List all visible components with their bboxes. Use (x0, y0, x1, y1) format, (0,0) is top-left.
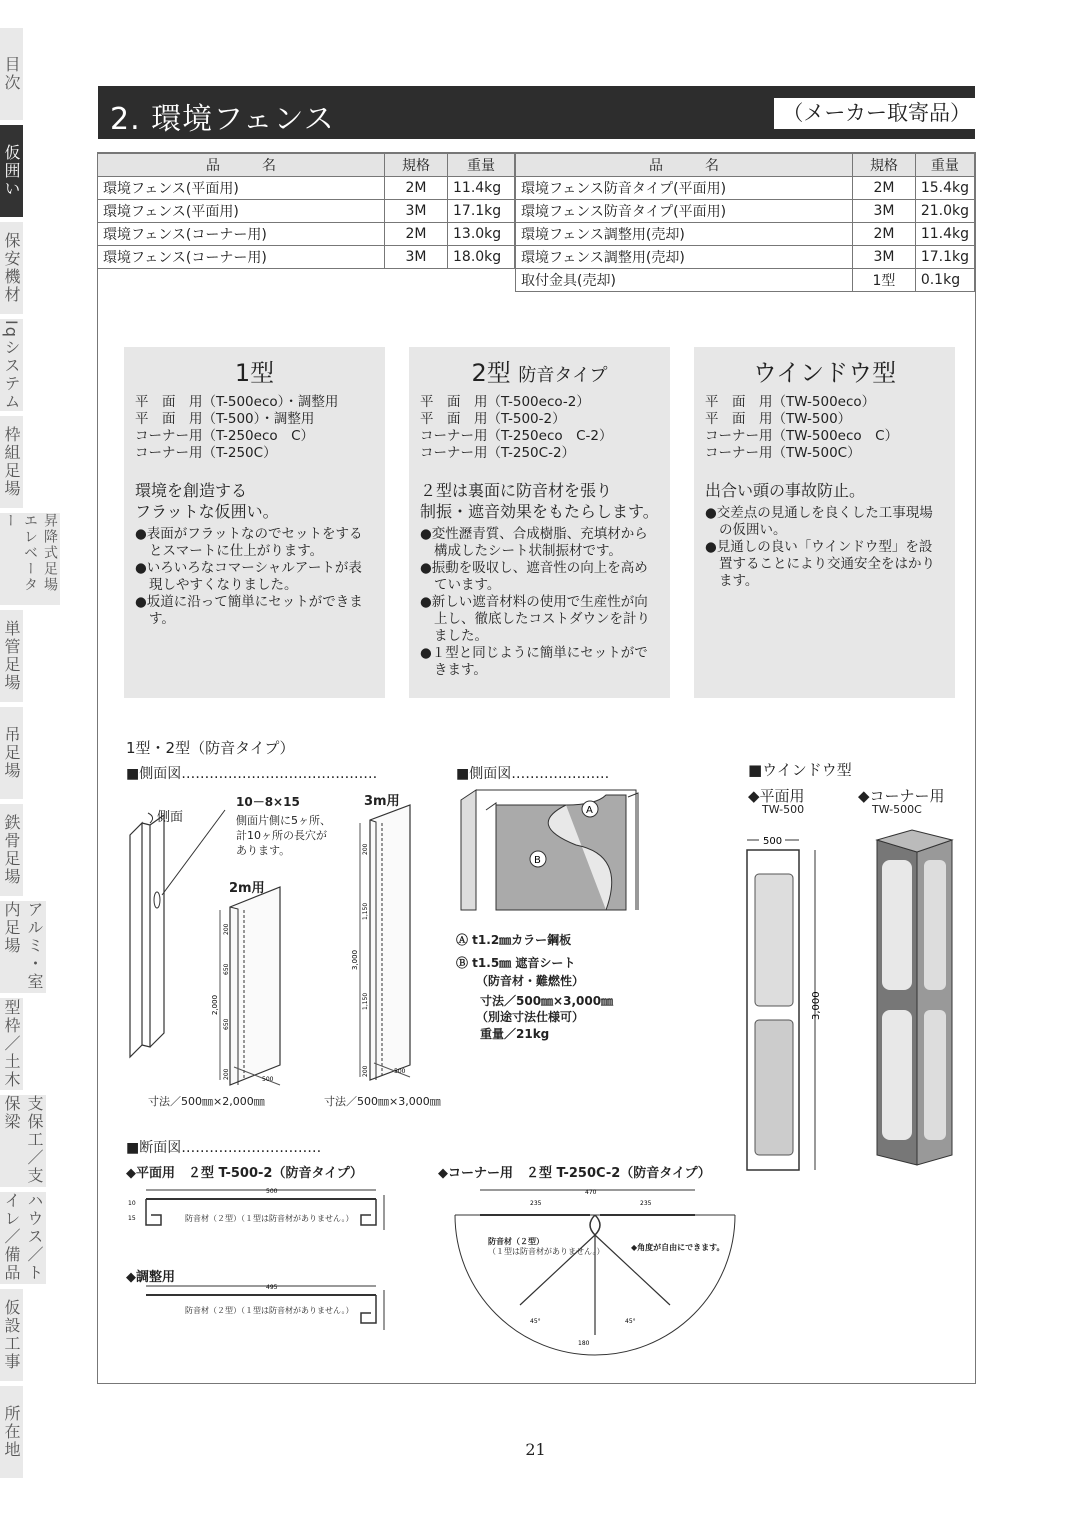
sec-15: 15 (128, 1215, 136, 1222)
width-3m: 500 (394, 1068, 406, 1075)
window-corner-label: ◆コーナー用 (858, 787, 945, 805)
material-b: Ⓑ t1.5㎜ 遮音シート (456, 956, 576, 970)
cell-name: 環境フェンス(コーナー用) (98, 246, 385, 269)
tab-steel-scaffold[interactable]: 鉄骨足場 (0, 804, 23, 896)
tab-kakoi[interactable]: 仮囲い (0, 125, 23, 217)
flat-section-drawing (126, 1185, 406, 1345)
cell-name: 環境フェンス防音タイプ(平面用) (516, 177, 853, 200)
cell-weight: 17.1kg (915, 246, 974, 269)
feature-item: ●見通しの良い「ウインドウ型」を設置することにより交通安全をはかります。 (705, 539, 935, 589)
corner-note-2: （１型は防音材がありません。） (488, 1247, 605, 1256)
side-navigation (0, 28, 56, 1483)
corner-section-drawing (450, 1185, 740, 1350)
panel-weight: 重量／21kg (480, 1027, 550, 1041)
cell-spec: 2M (853, 177, 916, 200)
tab-formwork[interactable]: 型枠／土木 (2, 999, 21, 1089)
dim-2m-d: 200 (223, 1068, 230, 1080)
type-window-box (694, 347, 955, 698)
table-row (516, 177, 975, 200)
corner-angle-note: ◆角度が自由にできます。 (631, 1243, 725, 1252)
tab-aluminum-scaffold[interactable]: アルミ・室内足場 (2, 901, 44, 991)
section-flat-label: ◆平面用 ２型 T-500-2（防音タイプ） (126, 1166, 363, 1181)
sec-180: 180 (578, 1340, 590, 1347)
tab-iq-system[interactable]: Iqシステム (2, 319, 21, 411)
tab-locations[interactable]: 所在地 (0, 1386, 23, 1478)
window-width-label: 500 (763, 836, 783, 847)
table-row (98, 223, 515, 246)
feature-item: ●１型と同じように簡単にセットができます。 (420, 645, 648, 678)
bolt-note-2: 計10ヶ所の長穴が (236, 829, 327, 842)
bolt-size: 10－8×15 (236, 795, 300, 809)
col-weight: 重量 (448, 154, 515, 177)
sec-45a: 45° (530, 1318, 541, 1325)
total-3m: 3,000 (351, 949, 359, 970)
total-2m: 2,000 (211, 994, 219, 1015)
sound-panel-drawing (456, 785, 646, 915)
marker-a-icon: A (586, 805, 593, 816)
panel-dimension-note: （別途寸法仕様可） (476, 1010, 585, 1024)
col-spec: 規格 (385, 154, 448, 177)
section-adjust-note: 防音材（２型）（１型は防音材がありません。） (185, 1306, 354, 1315)
dim-3m-c: 1,150 (362, 992, 369, 1010)
section-corner-label: ◆コーナー用 ２型 T-250C-2（防音タイプ） (438, 1166, 711, 1181)
dim-3m-a: 200 (362, 843, 369, 855)
cell-spec: 2M (385, 223, 448, 246)
label-3m: 3m用 (364, 794, 400, 809)
cell-name: 環境フェンス(平面用) (98, 177, 385, 200)
type-uses: 平 面 用（T-500eco）・調整用 平 面 用（T-500）・調整用 コーナー用（T-250eco C） コーナー用（T-250C） (135, 394, 339, 461)
type-title: ウインドウ型 (752, 359, 897, 387)
window-height-label: 3,000 (811, 991, 822, 1020)
page-number: 21 (525, 1440, 546, 1459)
cell-weight: 0.1kg (915, 269, 974, 292)
bolt-note-3: あります。 (236, 844, 291, 857)
type-uses: 平 面 用（TW-500eco） 平 面 用（TW-500） コーナー用（TW-500eco C） コーナー用（TW-500C） (705, 394, 899, 461)
material-b-note: （防音材・難燃性） (476, 974, 585, 988)
cell-spec: 1型 (853, 269, 916, 292)
window-flat-drawing (745, 830, 835, 1180)
cell-spec: 3M (385, 200, 448, 223)
sec-10: 10 (128, 1200, 136, 1207)
cell-weight: 18.0kg (448, 246, 515, 269)
dim-2m-a: 200 (223, 923, 230, 935)
type-2-box (409, 347, 670, 698)
type-lead: ２型は裏面に防音材を張り 制振・遮音効果をもたらします。 (420, 481, 659, 521)
tab-temporary-work[interactable]: 仮設工事 (0, 1289, 23, 1381)
tab-house-toilet[interactable]: ハウス／トイレ／備品 (2, 1192, 44, 1282)
cell-spec: 2M (385, 177, 448, 200)
figures-title: 1型・2型（防音タイプ） (126, 739, 295, 757)
section-flat-note: 防音材（２型）（１型は防音材がありません。） (185, 1214, 354, 1223)
material-a: Ⓐ t1.2㎜カラー鋼板 (456, 933, 572, 947)
cell-weight: 13.0kg (448, 223, 515, 246)
type-uses: 平 面 用（T-500eco-2） 平 面 用（T-500-2） コーナー用（T-250eco C-2） コーナー用（T-250C-2） (420, 394, 613, 461)
window-flat-label: ◆平面用 (748, 787, 805, 805)
label-2m: 2m用 (229, 881, 265, 896)
type-features (420, 526, 670, 679)
sec-500: 500 (266, 1188, 278, 1195)
marker-b-icon: B (534, 855, 541, 866)
cell-name: 取付金具(売却) (516, 269, 853, 292)
col-name: 品 名 (516, 154, 853, 177)
cell-spec: 2M (853, 223, 916, 246)
sec-470: 470 (585, 1189, 597, 1196)
cell-weight: 21.0kg (915, 200, 974, 223)
table-row (516, 223, 975, 246)
type-features (135, 526, 385, 628)
tab-elevator[interactable]: 昇降式足場 エレベーター (0, 513, 60, 605)
dim-2m: 寸法／500㎜×2,000㎜ (148, 1095, 265, 1108)
type-title: 1型 (234, 359, 275, 387)
side-label: 側面 (157, 810, 184, 825)
bolt-note-1: 側面片側に5ヶ所、 (236, 814, 331, 827)
dim-2m-c: 650 (223, 1018, 230, 1030)
tab-pipe-scaffold[interactable]: 単管足場 (0, 610, 23, 702)
spec-table-right (515, 153, 975, 292)
dim-3m-b: 1,150 (362, 902, 369, 920)
window-flat-code: TW-500 (762, 803, 805, 816)
cell-name: 環境フェンス調整用(売却) (516, 246, 853, 269)
cell-spec: 3M (853, 246, 916, 269)
cell-weight: 11.4kg (448, 177, 515, 200)
cell-weight: 17.1kg (448, 200, 515, 223)
type-features (705, 505, 955, 590)
type-1-box (124, 347, 385, 698)
dim-2m-b: 650 (223, 963, 230, 975)
page-title: 2. 環境フェンス (110, 102, 335, 137)
sec-235b: 235 (640, 1200, 652, 1207)
tab-frame-scaffold[interactable]: 枠組足場 (0, 416, 23, 508)
feature-item: ●表面がフラットなのでセットをするとスマートに仕上がります。 (135, 526, 363, 559)
feature-item: ●坂道に沿って簡単にセットができます。 (135, 594, 363, 627)
cell-spec: 3M (853, 200, 916, 223)
table-row (98, 200, 515, 223)
cell-name: 環境フェンス調整用(売却) (516, 223, 853, 246)
section-view-label: ■断面図………………………… (126, 1140, 322, 1156)
dim-3m: 寸法／500㎜×3,000㎜ (324, 1095, 441, 1108)
cell-name: 環境フェンス(コーナー用) (98, 223, 385, 246)
feature-item: ●変性瀝青質、合成樹脂、充填材から構成したシート状制振材です。 (420, 526, 648, 559)
table-row (516, 246, 975, 269)
side-view-drawings (120, 795, 450, 1095)
cell-weight: 11.4kg (915, 223, 974, 246)
feature-item: ●振動を吸収し、遮音性の向上を高めています。 (420, 560, 648, 593)
panel-dimension: 寸法／500㎜×3,000㎜ (480, 994, 614, 1008)
side-view-label-2: ■側面図………………… (456, 766, 610, 782)
sec-495: 495 (266, 1284, 278, 1291)
tab-hanging-scaffold[interactable]: 吊足場 (0, 707, 23, 799)
sec-45b: 45° (625, 1318, 636, 1325)
col-name: 品 名 (98, 154, 385, 177)
section-header (98, 86, 975, 139)
corner-note-1: 防音材（２型） (488, 1237, 544, 1246)
feature-item: ●いろいろなコマーシャルアートが表現しやすくなりました。 (135, 560, 362, 593)
col-weight: 重量 (915, 154, 974, 177)
tab-safety-equipment[interactable]: 保安機材 (0, 222, 23, 314)
type-lead: 出合い頭の事故防止。 (705, 481, 866, 500)
tab-contents[interactable]: 目次 (0, 28, 23, 120)
table-row (516, 269, 975, 292)
cell-name: 環境フェンス防音タイプ(平面用) (516, 200, 853, 223)
section-adjust-label: ◆調整用 (126, 1270, 175, 1285)
table-row (516, 200, 975, 223)
table-row (98, 246, 515, 269)
feature-item: ●新しい遮音材料の使用で生産性が向上し、徹底したコストダウンを計りました。 (420, 594, 650, 644)
maker-order-note: （メーカー取寄品） (774, 98, 975, 129)
width-2m: 500 (262, 1076, 274, 1083)
col-spec: 規格 (853, 154, 916, 177)
type-lead: 環境を創造する フラットな仮囲い。 (135, 481, 279, 521)
dim-3m-d: 200 (362, 1065, 369, 1077)
window-corner-code: TW-500C (872, 803, 922, 816)
cell-spec: 3M (385, 246, 448, 269)
tab-shoring[interactable]: 支保工／支保梁 (2, 1095, 44, 1185)
sec-235a: 235 (530, 1200, 542, 1207)
spec-table-left (97, 153, 515, 269)
table-row (98, 177, 515, 200)
feature-item: ●交差点の見通しを良くした工事現場の仮囲い。 (705, 505, 933, 538)
side-view-label: ■側面図…………………………………… (126, 766, 378, 782)
cell-name: 環境フェンス(平面用) (98, 200, 385, 223)
cell-weight: 15.4kg (915, 177, 974, 200)
window-type-label: ■ウインドウ型 (748, 761, 852, 779)
window-corner-drawing (872, 830, 962, 1180)
type-title: 2型 防音タイプ (471, 359, 608, 387)
